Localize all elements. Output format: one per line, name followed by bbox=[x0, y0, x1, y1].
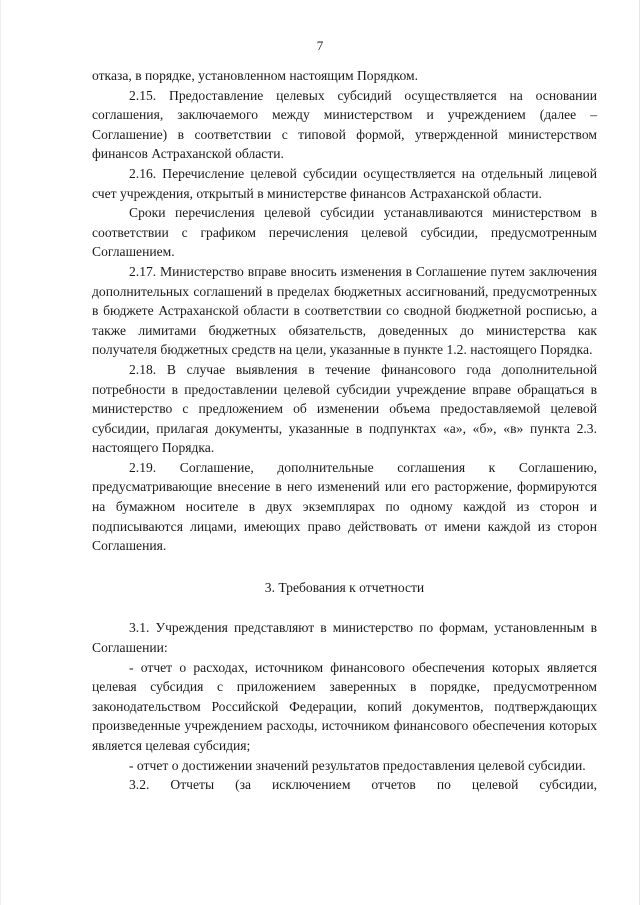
page-number: 7 bbox=[316, 38, 324, 53]
paragraph-2-17: 2.17. Министерство вправе вносить изменения в Соглашение путем заключения дополнительных соглашений в пределах бюджетных ассигнований, предусмотренных в бюджете Астраханской области в соответствии со сводной бюджетной росписью, а также лимитами бюджетных обязательств, доведенных до министерства как получателя бюджетных средств на цели, указанные в пункте 1.2. настоящего Порядка. bbox=[92, 263, 597, 358]
paragraph-3-2: 3.2. Отчеты (за исключением отчетов по целевой субсидии, bbox=[129, 777, 597, 793]
paragraph-2-16-terms: Сроки перечисления целевой субсидии устанавливаются министерством в соответствии с графиком перечисления целевой субсидии, предусмотренным Соглашением. bbox=[92, 205, 597, 260]
paragraph-3-1-item-expenses: - отчет о расходах, источником финансового обеспечения которых является целевая субсидия с приложением заверенных в порядке, предусмотренном законодательством Российской Федерации, копий документов, подтверждающих произведенные учреждением расходы, источником финансового обеспечения которых является целевая субсидия; bbox=[92, 659, 597, 753]
scan-edge-left bbox=[0, 0, 1, 905]
paragraph-2-16: 2.16. Перечисление целевой субсидии осуществляется на отдельный лицевой счет учреждения, открытый в министерстве финансов Астраханской области. bbox=[92, 165, 597, 201]
paragraph-3-1: 3.1. Учреждения представляют в министерство по формам, установленным в Соглашении: bbox=[92, 620, 597, 656]
paragraph-2-18: 2.18. В случае выявления в течение финансового года дополнительной потребности в предоставлении целевой субсидии учреждение вправе обращаться в министерство с предложением об изменении объема предоставляемой целевой субсидии, прилагая документы, указанные в подпунктах «а», «б», «в» пункта 2.3. настоящего Порядка. bbox=[92, 361, 597, 456]
document-body bbox=[92, 66, 597, 795]
paragraph-continuation: отказа, в порядке, установленном настоящим Порядком. bbox=[92, 68, 418, 83]
paragraph-2-19: 2.19. Соглашение, дополнительные соглашения к Соглашению, предусматривающие внесение в него изменений или его расторжение, формируются на бумажном носителе в двух экземплярах по одному каждой из сторон и подписываются лицами, имеющих право действовать от имени каждой из сторон Соглашения. bbox=[92, 459, 597, 554]
paragraph-2-15: 2.15. Предоставление целевых субсидий осуществляется на основании соглашения, заключаемого между министерством и учреждением (далее – Соглашение) в соответствии с типовой формой, утвержденной министерством финансов Астраханской области. bbox=[92, 87, 597, 162]
paragraph-3-1-item-results: - отчет о достижении значений результатов предоставления целевой субсидии. bbox=[129, 757, 586, 773]
section-3-title: 3. Требования к отчетности bbox=[264, 579, 425, 595]
